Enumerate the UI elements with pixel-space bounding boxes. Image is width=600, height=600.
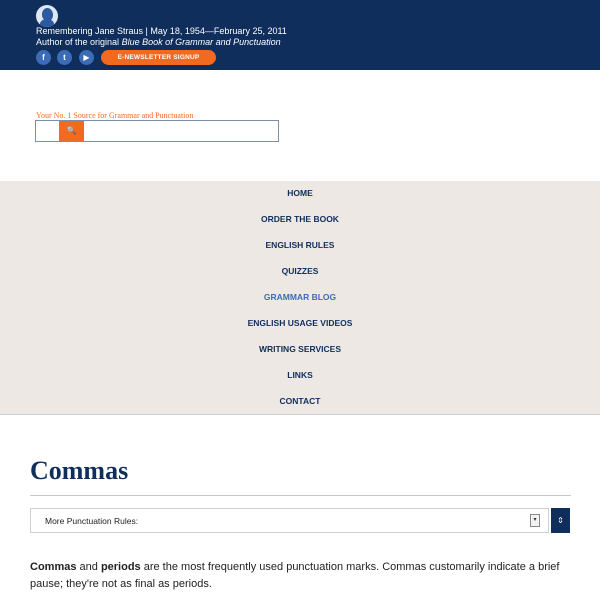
nav-english-rules[interactable]: ENGLISH RULES: [265, 240, 335, 250]
author-text: Author of the original Blue Book of Grammar and Punctuation: [36, 37, 281, 47]
facebook-icon[interactable]: f: [36, 50, 51, 65]
search-form: [35, 120, 279, 142]
jane-straus-logo-icon[interactable]: [36, 5, 58, 27]
nav-home[interactable]: HOME: [287, 188, 313, 198]
intro-paragraph: Commas and periods are the most frequently used punctuation marks. Commas customarily indicate a brief pause; they're not as final as periods.: [30, 561, 560, 590]
nav-writing-services[interactable]: WRITING SERVICES: [258, 344, 342, 354]
search-icon[interactable]: 🔍: [59, 121, 84, 141]
dropdown-arrow-icon[interactable]: ▾: [530, 514, 540, 527]
youtube-icon[interactable]: ▶: [79, 50, 94, 65]
site-tagline: Your No. 1 Source for Grammar and Punctuation: [36, 111, 194, 120]
book-title[interactable]: Blue Book of Grammar and Punctuation: [121, 37, 281, 47]
nav-quizzes[interactable]: QUIZZES: [281, 266, 319, 276]
search-input[interactable]: [85, 121, 278, 141]
select-updown-icon[interactable]: ⇕: [551, 508, 570, 533]
remembering-text: Remembering Jane Straus | May 18, 1954—February 25, 2011: [36, 26, 287, 36]
nav-order-the-book[interactable]: ORDER THE BOOK: [261, 214, 339, 224]
nav-links[interactable]: LINKS: [287, 370, 313, 380]
title-divider: [30, 495, 571, 496]
page-title: Commas: [30, 456, 129, 485]
twitter-icon[interactable]: t: [57, 50, 72, 65]
main-nav: [0, 181, 600, 415]
newsletter-signup-button[interactable]: E-NEWSLETTER SIGNUP: [101, 50, 216, 65]
nav-grammar-blog[interactable]: GRAMMAR BLOG: [263, 292, 337, 302]
select-label: More Punctuation Rules:: [45, 516, 139, 526]
punctuation-rules-select[interactable]: [30, 508, 549, 533]
nav-contact[interactable]: CONTACT: [279, 396, 321, 406]
site-header: [0, 0, 600, 70]
nav-english-usage-videos[interactable]: ENGLISH USAGE VIDEOS: [247, 318, 353, 328]
